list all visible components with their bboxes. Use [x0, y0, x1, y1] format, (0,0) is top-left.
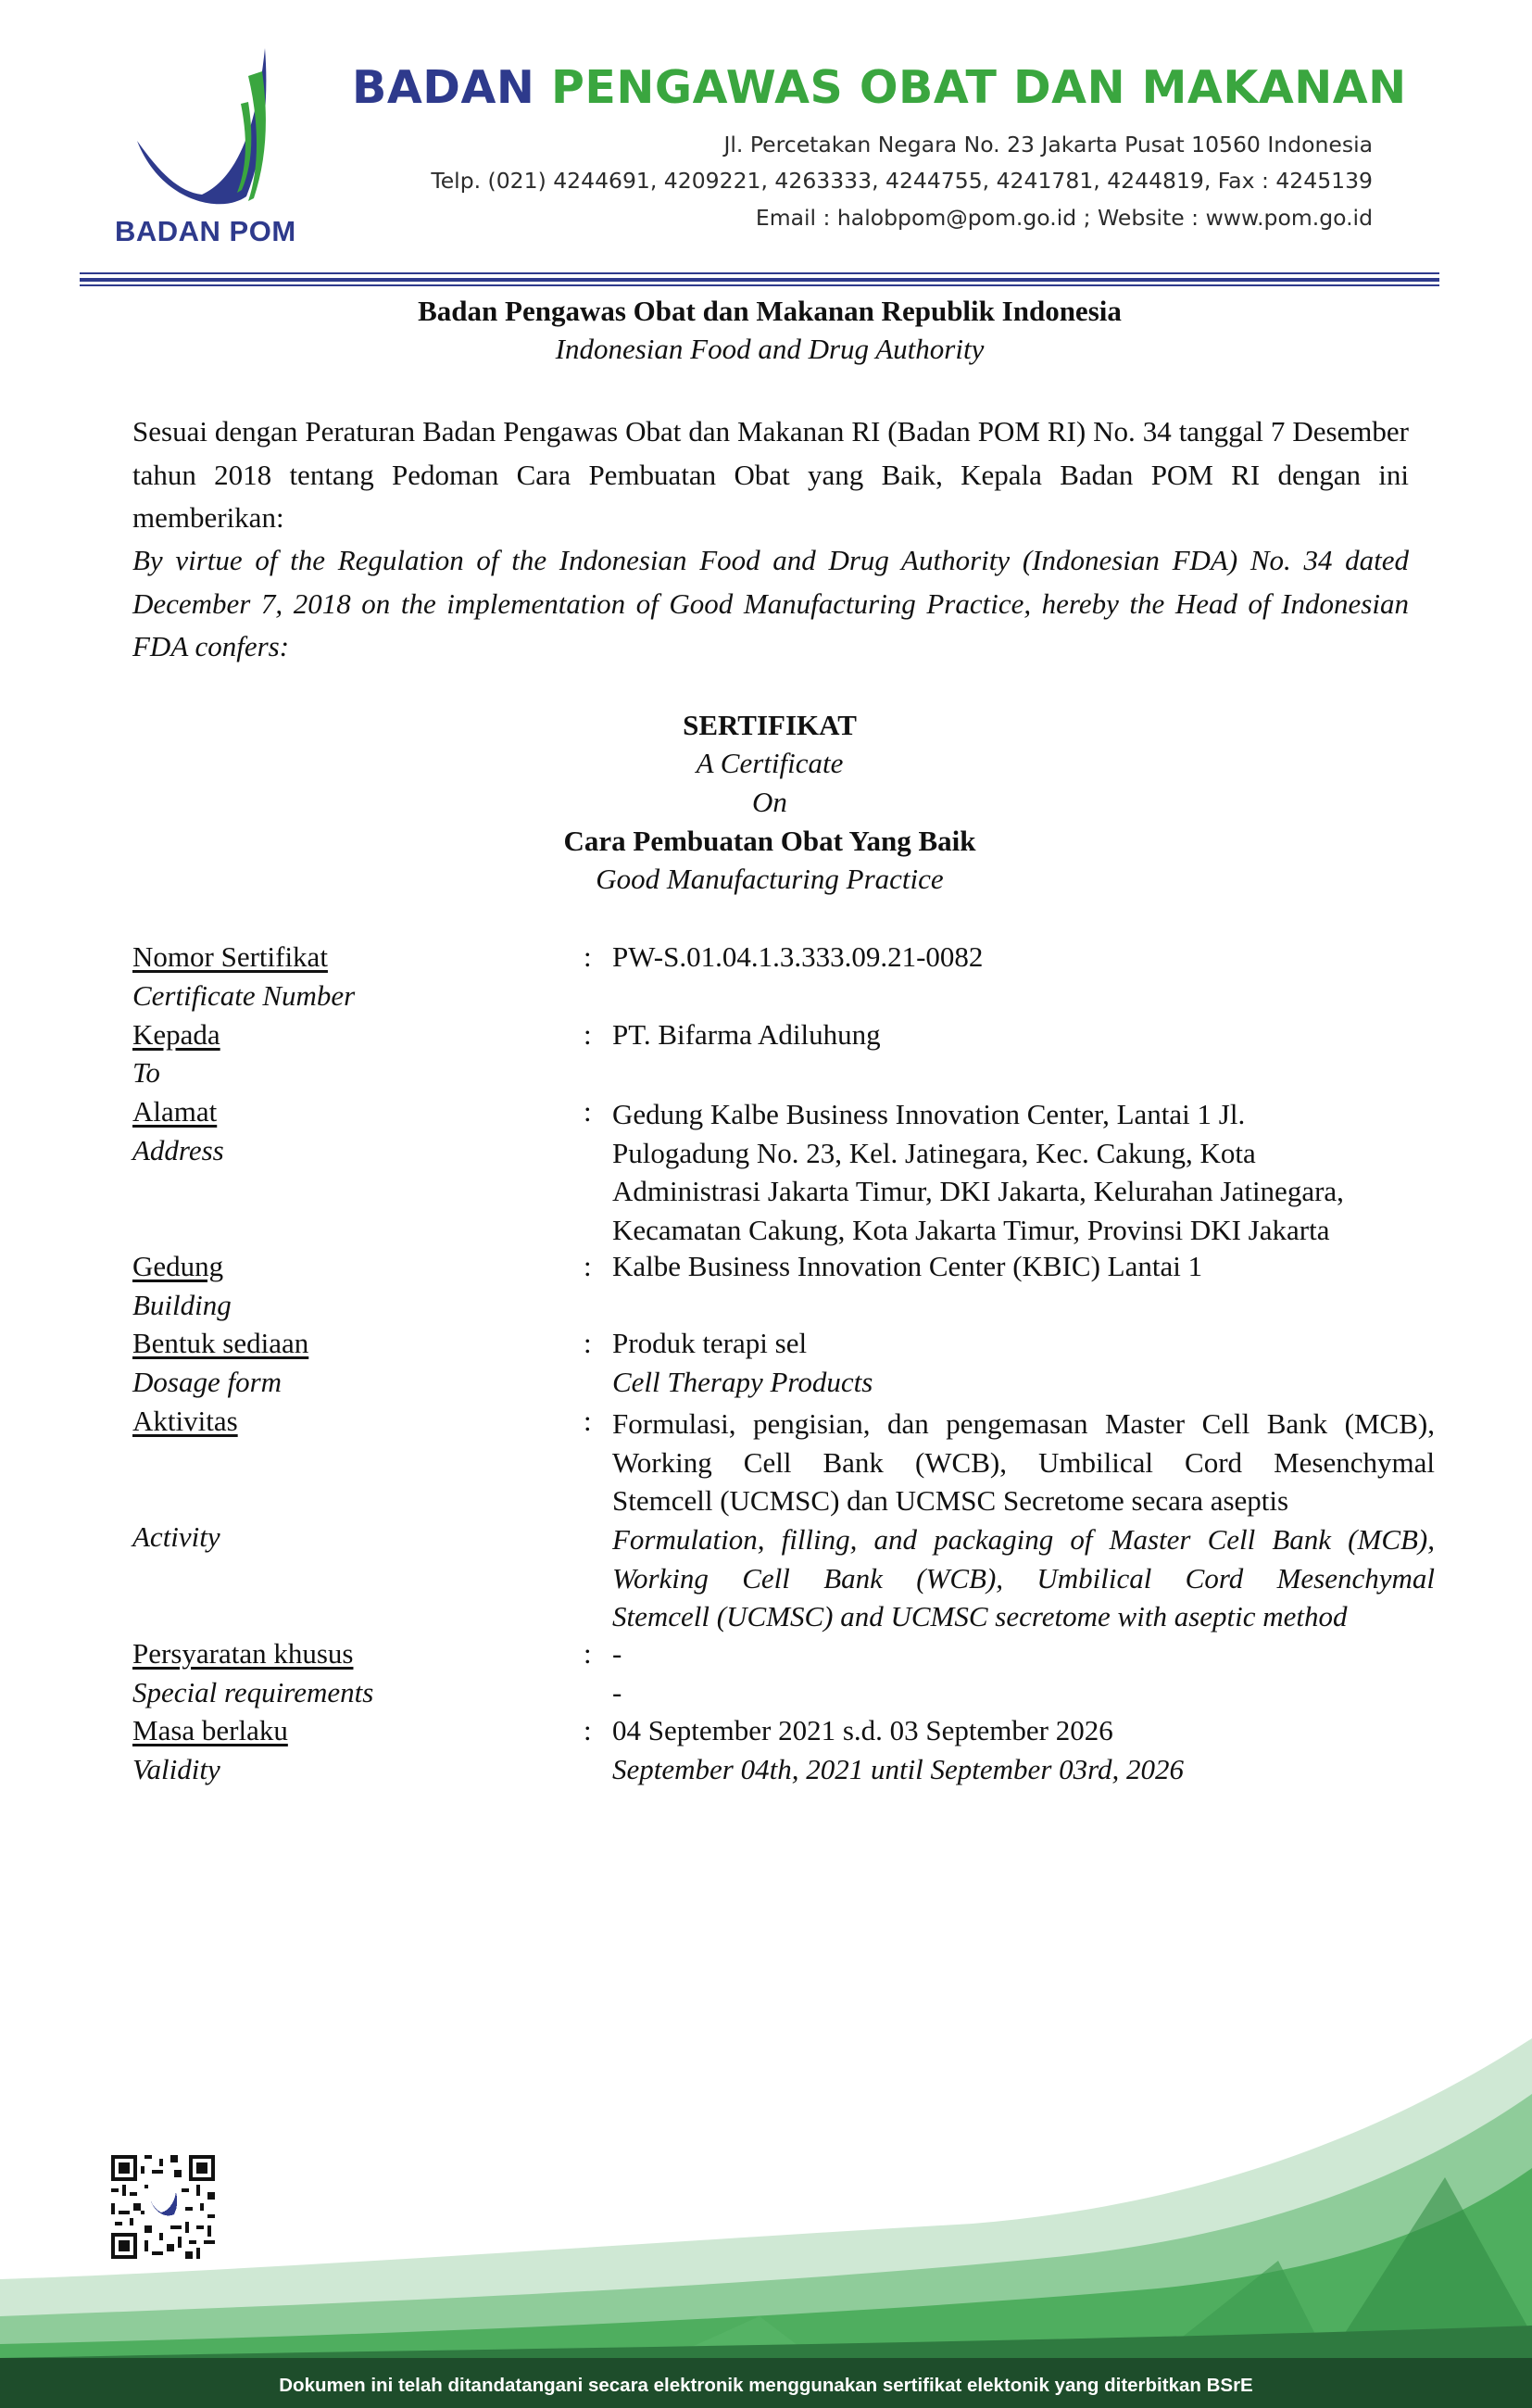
recipient-label-en: To	[132, 1056, 160, 1089]
address-line: Kecamatan Cakung, Kota Jakarta Timur, Provinsi DKI Jakarta	[612, 1214, 1330, 1247]
activity-label-en: Activity	[132, 1520, 220, 1553]
org-name-part-1: BADAN	[352, 61, 535, 114]
dosage-form-label: Bentuk sediaan	[132, 1327, 309, 1359]
validity-value-en: September 04th, 2021 until September 03rd, 2026	[612, 1753, 1185, 1785]
validity-value: 04 September 2021 s.d. 03 September 2026	[612, 1714, 1113, 1746]
intro-paragraph: Sesuai dengan Peraturan Badan Pengawas Obat dan Makanan RI (Badan POM RI) No. 34 tanggal 7 Desember tahun 2018 tentang Pedoman Cara Pembuatan Obat yang Baik, Kepala Badan POM RI dengan ini memberikan:	[132, 415, 1409, 534]
activity-line-en: Working Cell Bank (WCB), Umbilical Cord Mesenchymal	[612, 1561, 1435, 1595]
activity-line-en: Stemcell (UCMSC) and UCMSC secretome with aseptic method	[612, 1600, 1348, 1633]
activity-value	[612, 1405, 1435, 1520]
address-line: Administrasi Jakarta Timur, DKI Jakarta, Kelurahan Jatinegara,	[612, 1175, 1344, 1208]
logo-wordmark: BADAN POM	[115, 215, 296, 247]
address-label: Alamat	[132, 1095, 218, 1128]
org-phone: Telp. (021) 4244691, 4209221, 4263333, 4244755, 4241781, 4244819, Fax : 4245139	[431, 168, 1373, 194]
org-email-website: Email : halobpom@pom.go.id ; Website : www.pom.go.id	[755, 205, 1373, 231]
header-rule-top	[80, 272, 1439, 274]
organization-name	[352, 61, 1407, 114]
qr-code	[111, 2155, 215, 2259]
activity-line: Working Cell Bank (WCB), Umbilical Cord Mesenchymal	[612, 1445, 1435, 1479]
certificate-on: On	[752, 786, 787, 818]
building-label-en: Building	[132, 1289, 232, 1321]
certificate-number-value: PW-S.01.04.1.3.333.09.21-0082	[612, 940, 984, 973]
address-label-en: Address	[132, 1134, 224, 1166]
certificate-subject-en: Good Manufacturing Practice	[596, 863, 944, 895]
colon: :	[584, 1095, 592, 1128]
colon: :	[584, 1637, 592, 1670]
certificate-number-label-en: Certificate Number	[132, 979, 356, 1012]
header-rule-bottom	[80, 284, 1439, 286]
intro-paragraph-en: By virtue of the Regulation of the Indonesian Food and Drug Authority (Indonesian FDA) No. 34 dated December 7, 2018 on the implementation of Good Manufacturing Practice, hereby the Head of Indonesian FDA confers:	[132, 544, 1409, 662]
special-requirements-value-en: -	[612, 1676, 622, 1708]
validity-label: Masa berlaku	[132, 1714, 288, 1746]
org-address: Jl. Percetakan Negara No. 23 Jakarta Pusat 10560 Indonesia	[723, 132, 1373, 158]
colon: :	[584, 1405, 592, 1437]
footer-e-signature-notice: Dokumen ini telah ditandatangani secara elektronik menggunakan sertifikat elektonik yang diterbitkan BSrE	[279, 2375, 1253, 2396]
building-label: Gedung	[132, 1250, 224, 1282]
activity-line: Stemcell (UCMSC) dan UCMSC Secretome secara aseptis	[612, 1484, 1289, 1518]
recipient-label: Kepada	[132, 1018, 220, 1051]
certificate-subject: Cara Pembuatan Obat Yang Baik	[563, 825, 976, 857]
certificate-number-label: Nomor Sertifikat	[132, 940, 328, 973]
certificate-title-en: A Certificate	[696, 747, 844, 779]
authority-name-en: Indonesian Food and Drug Authority	[555, 333, 985, 365]
address-line: Pulogadung No. 23, Kel. Jatinegara, Kec. Cakung, Kota	[612, 1136, 1256, 1169]
special-requirements-label: Persyaratan khusus	[132, 1637, 354, 1670]
activity-line: Formulasi, pengisian, dan pengemasan Master Cell Bank (MCB),	[612, 1407, 1435, 1440]
activity-label: Aktivitas	[132, 1405, 238, 1437]
colon: :	[584, 1714, 592, 1746]
footer-wave-graphic	[0, 2038, 1532, 2408]
colon: :	[584, 940, 592, 973]
colon: :	[584, 1250, 592, 1282]
dosage-form-label-en: Dosage form	[132, 1366, 283, 1398]
activity-line-en: Formulation, filling, and packaging of Master Cell Bank (MCB),	[612, 1523, 1435, 1556]
certificate-title: SERTIFIKAT	[683, 709, 857, 741]
special-requirements-label-en: Special requirements	[132, 1676, 374, 1708]
special-requirements-value: -	[612, 1637, 622, 1670]
address-line: Gedung Kalbe Business Innovation Center, Lantai 1 Jl.	[612, 1098, 1246, 1130]
address-value	[612, 1095, 1435, 1250]
dosage-form-value-en: Cell Therapy Products	[612, 1366, 873, 1398]
authority-name: Badan Pengawas Obat dan Makanan Republik Indonesia	[418, 295, 1122, 327]
building-value: Kalbe Business Innovation Center (KBIC) Lantai 1	[612, 1250, 1203, 1282]
colon: :	[584, 1018, 592, 1051]
dosage-form-value: Produk terapi sel	[612, 1327, 808, 1359]
org-name-part-2: PENGAWAS OBAT DAN MAKANAN	[550, 61, 1407, 114]
recipient-value: PT. Bifarma Adiluhung	[612, 1018, 881, 1051]
validity-label-en: Validity	[132, 1753, 220, 1785]
activity-value-en	[612, 1520, 1435, 1636]
colon: :	[584, 1327, 592, 1359]
header-rule-mid	[80, 278, 1439, 282]
